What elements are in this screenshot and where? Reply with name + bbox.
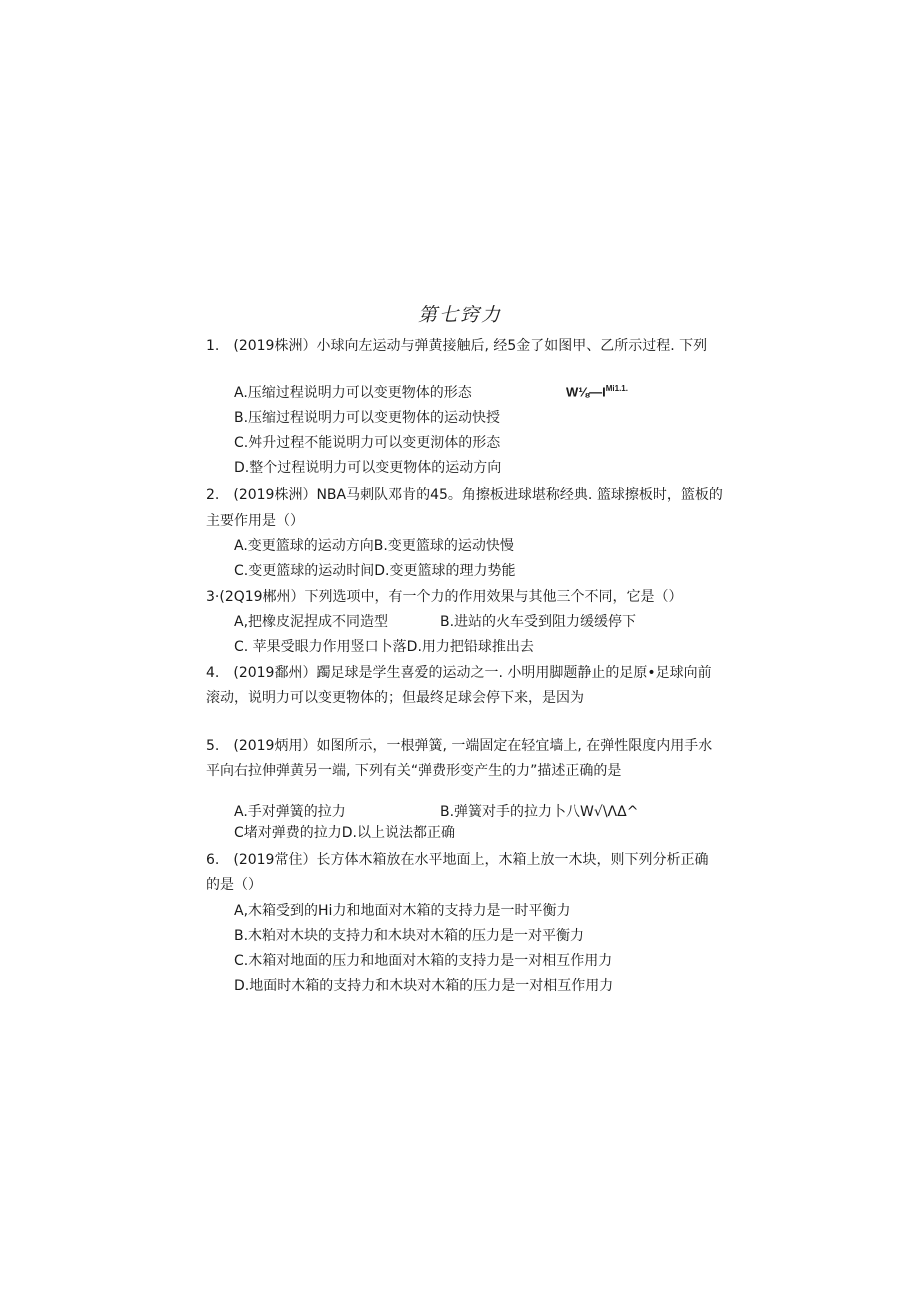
question-2-options-cd: C.变更篮球的运动时间D.变更篮球的理力势能 [234,563,516,579]
question-6-option-b: B.木粕对木块的支持力和木块对木箱的压力是一对平衡力 [234,928,585,944]
question-1-figure-label: $W\frac{1}{8}—I^{Mi1.1.}$ [566,384,628,400]
question-6-stem-cont: 的是（） [206,877,262,893]
question-3-option-a: A,把橡皮泥捏成不同造型 [234,614,389,630]
question-3-options-cd: C. 苹果受眼力作用竖口卜落D.用力把铅球推出去 [234,639,534,655]
question-4-stem-cont: 滚动，说明力可以变更物体的；但最终足球会停下来，是因为 [206,690,584,706]
question-6-option-d: D.地面时木箱的支持力和木块对木箱的压力是一对相互作用力 [234,978,614,994]
question-1-option-d: D.整个过程说明力可以变更物体的运动方向 [234,460,502,476]
question-5-option-b: B.弹簧对手的拉力卜八W√\ΛΔ^ [440,804,639,820]
question-5-option-a: A.手对弹簧的拉力 [234,804,346,820]
question-1-option-c: C.舛升过程不能说明力可以变更沏体的形态 [234,435,501,451]
question-6-option-a: A,木箱受到的Hi力和地面对木箱的支持力是一时平衡力 [234,903,571,919]
question-1-option-b: B.压缩过程说明力可以变更物体的运动快授 [234,410,501,426]
question-1-stem: 1. (2019株洲）小球向左运动与弹黄接触后, 经5金了如图甲、乙所示过程. 下列 [206,338,708,354]
question-3-option-b: B.进站的火车受到阻力缓缓停下 [440,614,637,630]
question-6-option-c: C.木箱对地面的压力和地面对木箱的支持力是一对相互作用力 [234,953,613,969]
question-2-stem-cont: 主要作用是（） [206,513,304,529]
question-5-options-cd: C堵对弹费的拉力D.以上说法都正确 [234,825,456,841]
question-2-stem: 2. (2019株洲）NBA马刺队邓肯的45。角擦板进球堪称经典. 篮球擦板时，篮板的 [206,487,723,503]
question-4-stem: 4. (2019鄱州）躅足球是学生喜爱的运动之一. 小明用脚题静止的足原•足球向前 [206,665,712,681]
question-2-options-ab: A.变更篮球的运动方向B.变更篮球的运动快慢 [234,538,514,554]
page-title: 第七窍力 [417,304,502,326]
question-1-option-a: A.压缩过程说明力可以变更物体的形态 [234,385,472,401]
question-6-stem: 6. (2019常住）长方体木箱放在水平地面上，木箱上放一木块，则下列分析正确 [206,852,709,868]
question-5-stem-cont: 平向右拉伸弹黄另一端, 下列有关“弹费形变产生的力”描述正确的是 [206,763,622,779]
question-3-stem: 3·(2Q19郴州）下列选项中，有一个力的作用效果与其他三个不同，它是（） [206,589,683,605]
question-5-stem: 5. (2019炳用）如图所示，一根弹簧, 一端固定在轻宜墙上, 在弹性限度内用手水 [206,738,713,754]
